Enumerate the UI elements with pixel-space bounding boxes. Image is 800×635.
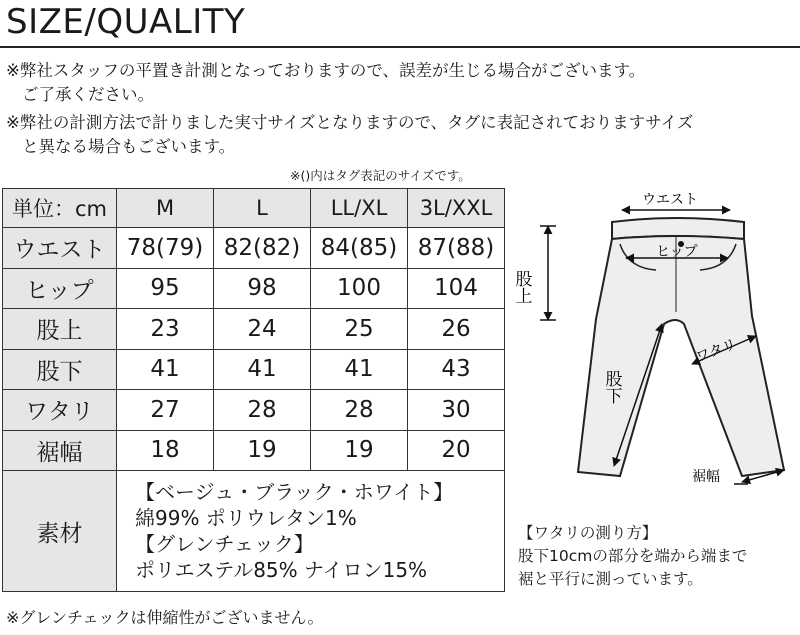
table-row-thigh xyxy=(3,390,505,431)
table-row-material xyxy=(3,471,505,592)
table-cell: 95 xyxy=(117,268,214,309)
measure-line: 裾と平行に測っています。 xyxy=(518,570,703,588)
table-cell: 100 xyxy=(311,268,408,309)
table-cell: 41 xyxy=(311,349,408,390)
material-line: 【ベージュ・ブラック・ホワイト】 xyxy=(135,480,454,504)
material-line: ポリエステル85% ナイロン15% xyxy=(135,558,428,582)
material-line: 綿99% ポリウレタン1% xyxy=(135,506,357,530)
table-row-hip xyxy=(3,268,505,309)
material-label: 素材 xyxy=(3,471,117,592)
material-line: 【グレンチェック】 xyxy=(135,532,314,556)
size-header-ll: LL/XL xyxy=(311,189,408,228)
size-header-l: L xyxy=(214,189,311,228)
table-cell: 23 xyxy=(117,309,214,350)
thigh-label: ワタリ xyxy=(693,335,739,365)
table-cell: 104 xyxy=(408,268,505,309)
size-header-3l: 3L/XXL xyxy=(408,189,505,228)
table-cell: 26 xyxy=(408,309,505,350)
rise-label: 股上 xyxy=(512,270,532,304)
hem-label: 裾幅 xyxy=(692,468,720,484)
note-2-line-2: と異なる場合もございます。 xyxy=(22,137,236,156)
table-cell: 28 xyxy=(311,390,408,431)
measure-line: 股下10cmの部分を端から端まで xyxy=(518,547,748,565)
table-cell: 41 xyxy=(117,349,214,390)
table-cell: 19 xyxy=(214,430,311,471)
table-cell: 41 xyxy=(214,349,311,390)
table-row-hem xyxy=(3,430,505,471)
size-header-m: M xyxy=(117,189,214,228)
table-cell: 43 xyxy=(408,349,505,390)
size-table xyxy=(2,188,505,592)
row-label: 裾幅 xyxy=(3,430,117,471)
table-row-inseam xyxy=(3,349,505,390)
tag-size-note: ※()内はタグ表記のサイズです。 xyxy=(290,168,471,183)
hip-label: ヒップ xyxy=(656,243,698,259)
table-cell: 28 xyxy=(214,390,311,431)
stretch-footnote: ※グレンチェックは伸縮性がございません。 xyxy=(6,608,324,627)
table-cell: 87(88) xyxy=(408,228,505,269)
row-label: 股上 xyxy=(3,309,117,350)
table-row-rise xyxy=(3,309,505,350)
table-cell: 84(85) xyxy=(311,228,408,269)
table-cell: 18 xyxy=(117,430,214,471)
table-cell: 19 xyxy=(311,430,408,471)
unit-label: 単位：cm xyxy=(3,189,117,228)
waist-label: ウエスト xyxy=(642,191,698,207)
inseam-label: 股下 xyxy=(602,370,622,404)
measure-title: 【ワタリの測り方】 xyxy=(518,524,658,542)
measure-text xyxy=(518,545,747,591)
note-1-line-1: ※弊社スタッフの平置き計測となっておりますので、誤差が生じる場合がございます。 xyxy=(6,61,646,80)
row-label: 股下 xyxy=(3,349,117,390)
table-cell: 27 xyxy=(117,390,214,431)
row-label: ウエスト xyxy=(3,228,117,269)
table-cell: 82(82) xyxy=(214,228,311,269)
material-cell xyxy=(117,471,505,592)
table-cell: 20 xyxy=(408,430,505,471)
table-cell: 25 xyxy=(311,309,408,350)
table-cell: 30 xyxy=(408,390,505,431)
title-divider xyxy=(0,46,800,48)
page-title: SIZE/QUALITY xyxy=(6,2,246,42)
table-cell: 24 xyxy=(214,309,311,350)
table-cell: 78(79) xyxy=(117,228,214,269)
row-label: ワタリ xyxy=(3,390,117,431)
table-row-waist xyxy=(3,228,505,269)
note-2-line-1: ※弊社の計測方法で計りました実寸サイズとなりますので、タグに表記されておりますサイズ xyxy=(6,113,694,132)
row-label: ヒップ xyxy=(3,268,117,309)
size-header-row xyxy=(3,189,505,228)
table-cell: 98 xyxy=(214,268,311,309)
pants-diagram xyxy=(512,184,800,514)
note-1-line-2: ご了承ください。 xyxy=(22,85,154,104)
